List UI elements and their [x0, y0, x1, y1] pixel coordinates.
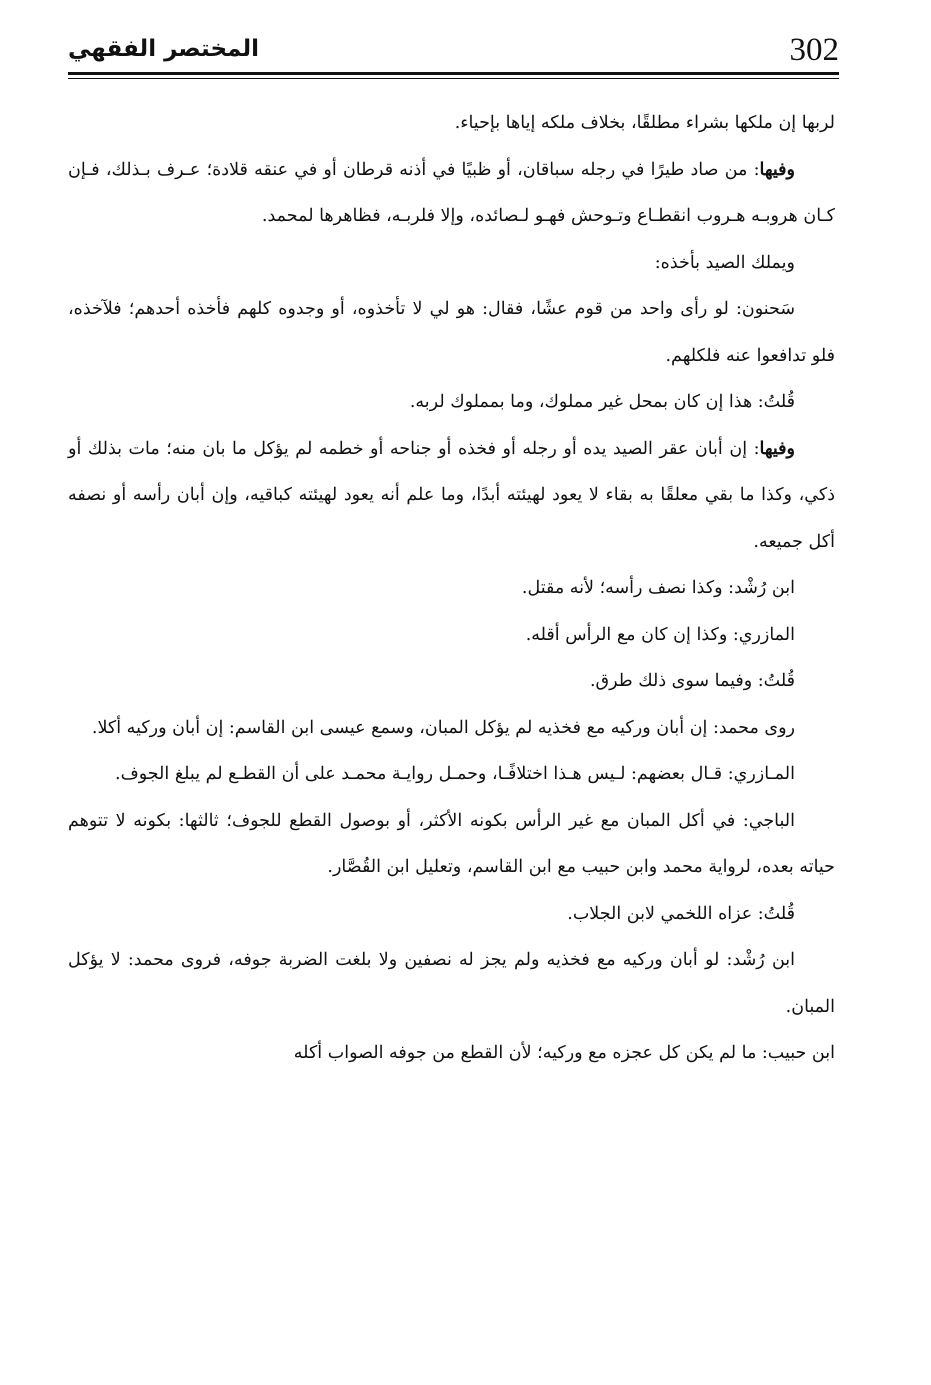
paragraph — [68, 891, 835, 938]
book-title: المختصر الفقهي — [68, 36, 259, 62]
paragraph — [68, 379, 835, 426]
paragraph-text: قُلتُ: هذا إن كان بمحل غير مملوك، وما بمملوك لربه. — [409, 392, 795, 412]
paragraph — [68, 658, 835, 705]
paragraph — [68, 798, 835, 891]
paragraph-text: ابن رُشْد: وكذا نصف رأسه؛ لأنه مقتل. — [521, 578, 795, 598]
paragraph — [68, 240, 835, 287]
header-rule-thin — [68, 78, 839, 79]
paragraph-text: المازري: وكذا إن كان مع الرأس أقله. — [525, 624, 795, 645]
paragraph — [68, 1030, 835, 1077]
paragraph — [68, 937, 835, 1030]
paragraph — [68, 147, 835, 240]
paragraph-lead: وفيها — [759, 159, 795, 180]
paragraph-text: سَحنون: لو رأى واحد من قوم عشًا، فقال: هو لي لا تأخذوه، أو وجدوه كلهم فأخذه أحدهم؛ فلآخذه، فلو تدافعوا عنه فلكلهم. — [68, 299, 835, 366]
page-body-text — [68, 100, 835, 1077]
paragraph-text: : إن أبان عقر الصيد يده أو رجله أو فخذه أو جناحه أو خطمه لم يؤكل ما بان منه؛ مات بذلك أو ذكي، وكذا ما بقي معلقًا به بقاء لا يعود لهيئته أبدًا، وما علم أنه يعود لهيئته كباقيه، وإن أبان رأسه أو نصفه أكل جميعه. — [68, 438, 835, 552]
paragraph-text: الباجي: في أكل المبان مع غير الرأس بكونه الأكثر، أو بوصول القطع للجوف؛ ثالثها: بكونه لا تتوهم حياته بعده، لرواية محمد وابن حبيب مع ابن القاسم، وتعليل ابن القُصَّار. — [68, 810, 835, 877]
paragraph — [68, 705, 835, 752]
paragraph-text: قُلتُ: عزاه اللخمي لابن الجلاب. — [567, 903, 795, 924]
paragraph-text: روى محمد: إن أبان وركيه مع فخذيه لم يؤكل المبان، وسمع عيسى ابن القاسم: إن أبان وركيه أكلا. — [91, 717, 795, 738]
page-number: 302 — [789, 32, 839, 68]
paragraph-lead: وفيها — [759, 438, 795, 459]
paragraph — [68, 612, 835, 659]
paragraph — [68, 565, 835, 612]
paragraph — [68, 426, 835, 566]
paragraph-text: قُلتُ: وفيما سوى ذلك طرق. — [589, 671, 795, 691]
paragraph-text: لربها إن ملكها بشراء مطلقًا، بخلاف ملكه إياها بإحياء. — [454, 113, 835, 133]
paragraph-text: ويملك الصيد بأخذه: — [654, 252, 795, 273]
paragraph — [68, 286, 835, 379]
paragraph-text: ابن حبيب: ما لم يكن كل عجزه مع وركيه؛ لأن القطع من جوفه الصواب أكله — [293, 1043, 835, 1063]
paragraph-text: المـازري: قـال بعضهم: لـيس هـذا اختلافًـا، وحمـل روايـة محمـد على أن القطـع لم يبلغ الجوف. — [115, 764, 795, 784]
paragraph — [68, 751, 835, 798]
paragraph — [68, 100, 835, 147]
header-rule-thick — [68, 72, 839, 75]
paragraph-text: ابن رُشْد: لو أبان وركيه مع فخذيه ولم يجز له نصفين ولا بلغت الضربة جوفه، فروى محمد: لا يؤكل المبان. — [68, 950, 835, 1017]
paragraph-text: : من صاد طيرًا في رجله سباقان، أو ظبيًا في أذنه قرطان أو في عنقه قلادة؛ عـرف بـذلك، فـإن كـان هروبـه هـروب انقطـاع وتـوحش فهـو لـصائده، وإلا فلربـه، فظاهرها لمحمد. — [68, 159, 835, 226]
page-header — [68, 30, 839, 74]
